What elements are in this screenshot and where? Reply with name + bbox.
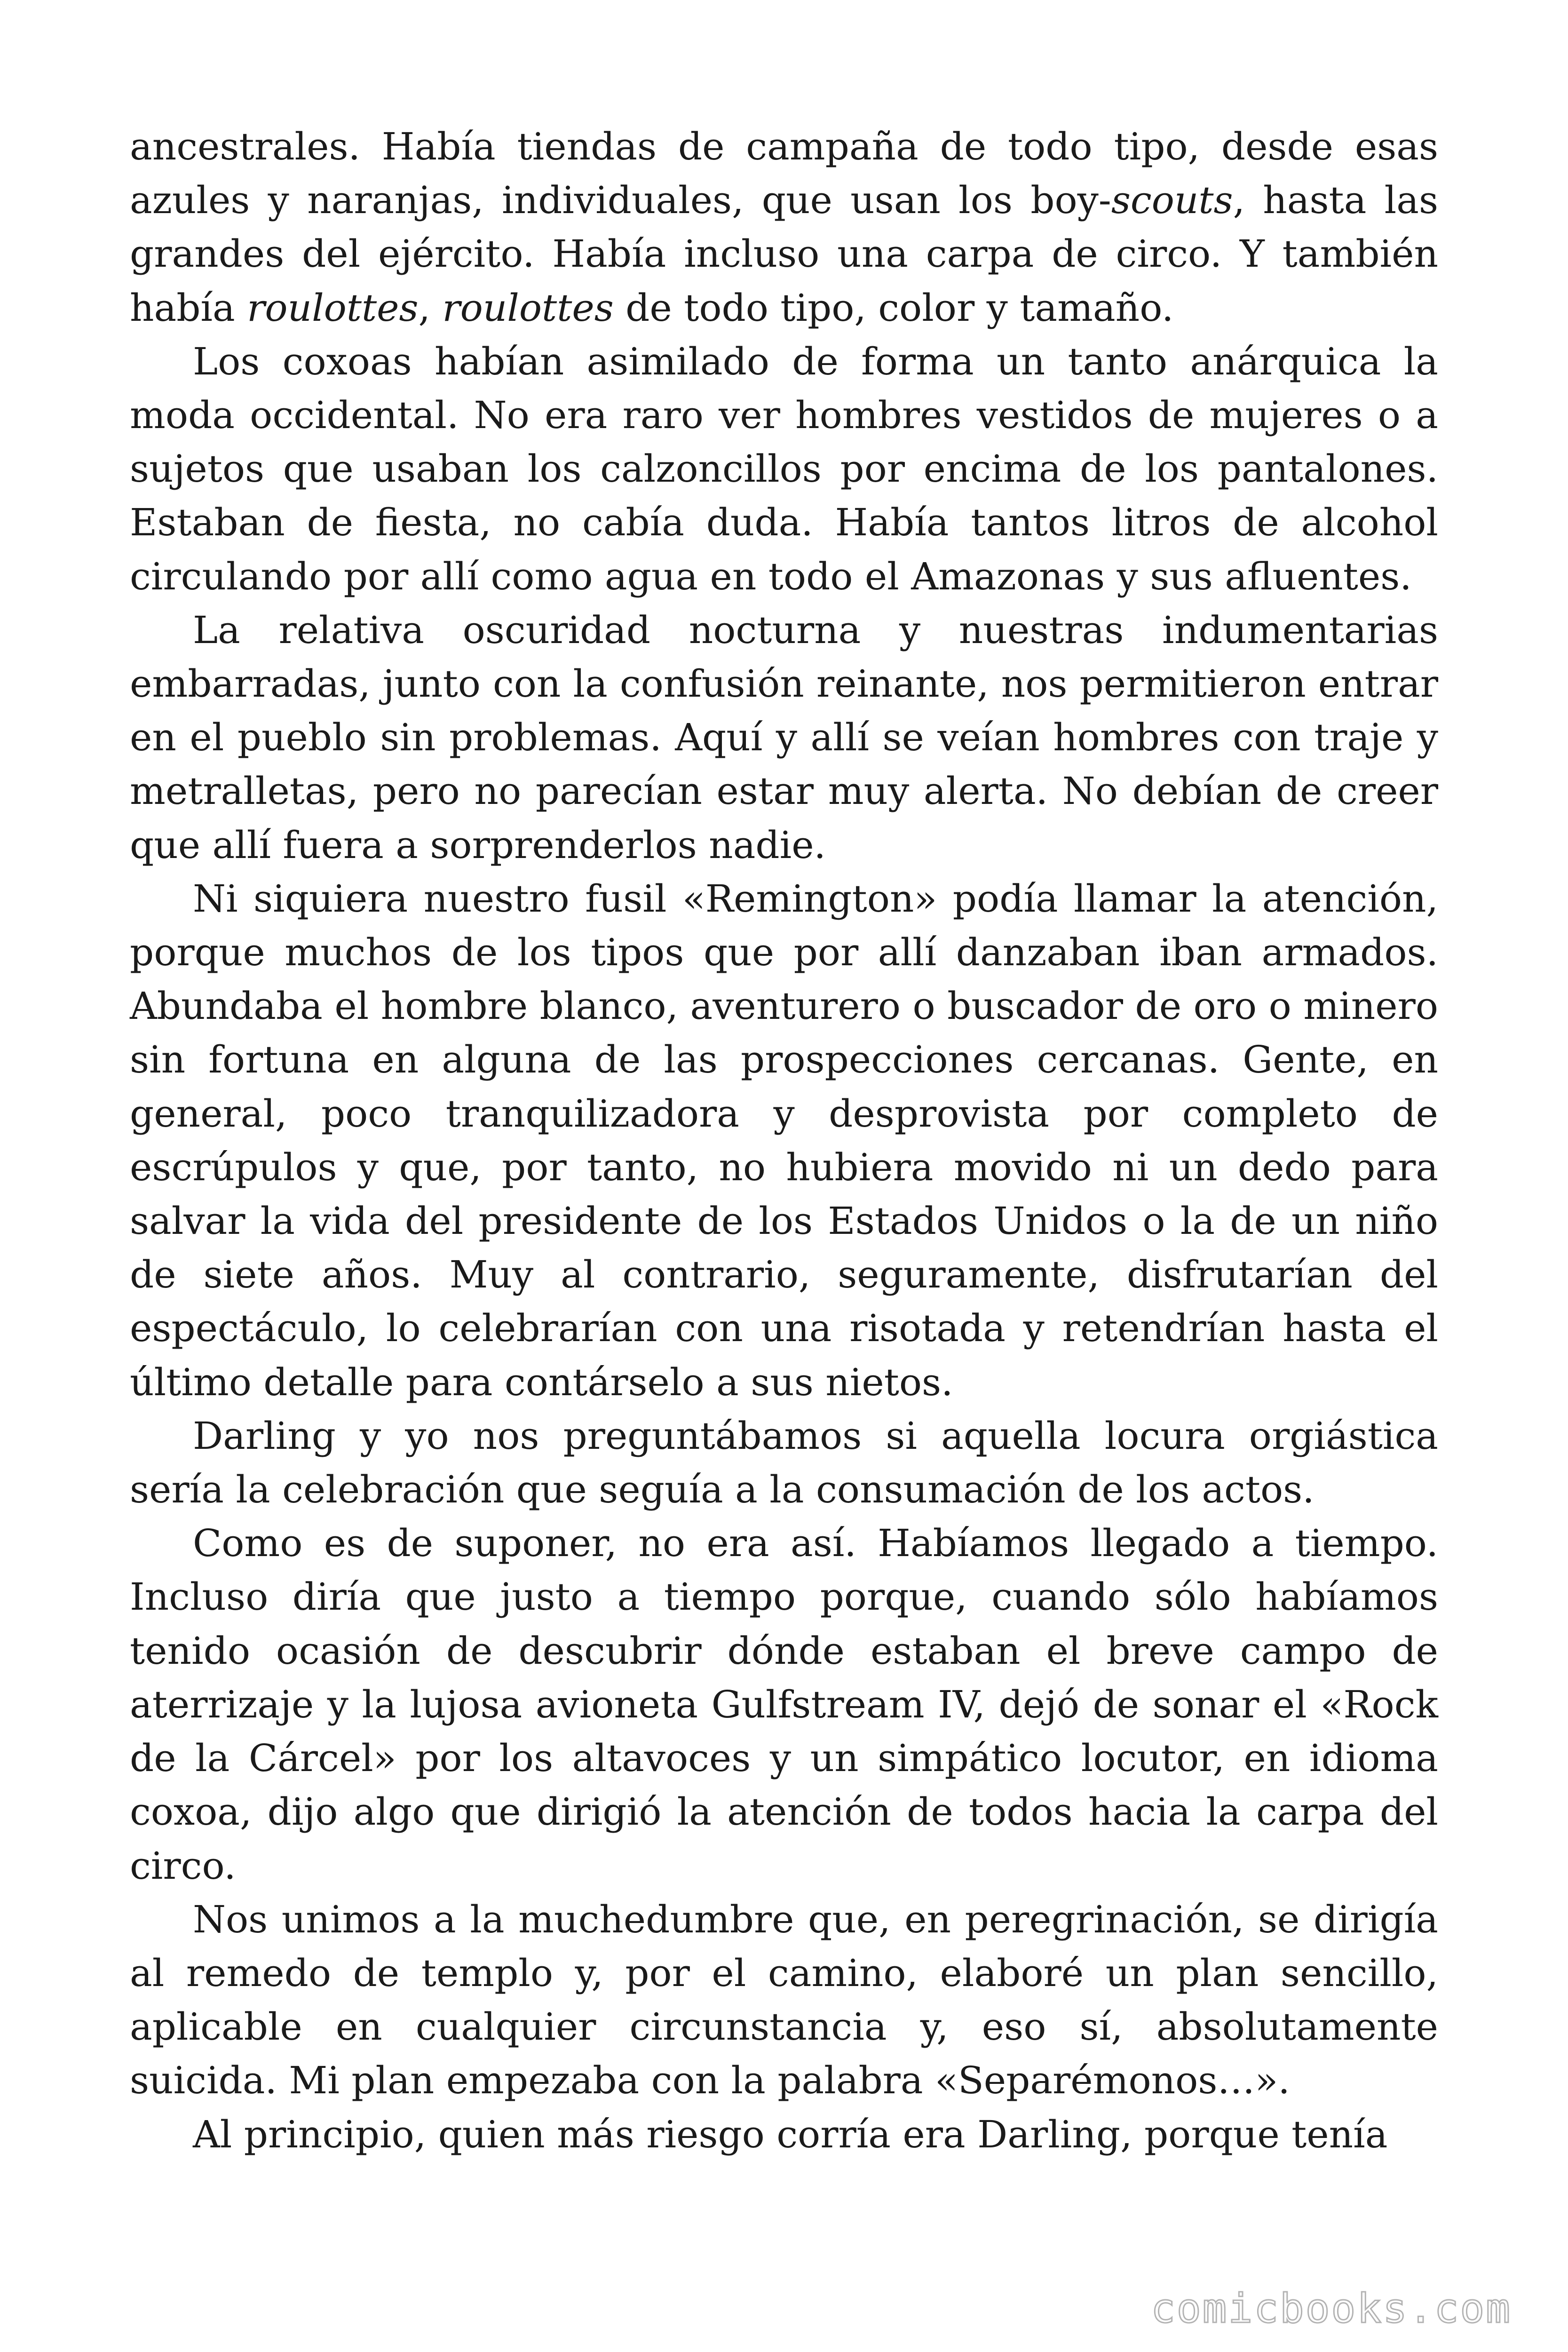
text-run: Los coxoas habían asimilado de forma un tanto anárquica la moda occidental. No era raro ver hombres vestidos de mujeres o a sujetos que usaban los calzoncillos por encima de los pantalones. Estaban de fiesta, no cabía duda. Había tantos litros de alcohol circulando por allí como agua en todo el Amazonas y sus afluentes. — [130, 339, 1438, 598]
text-run: Darling y yo nos preguntábamos si aquella locura orgiástica sería la celebración que seguía a la consumación de los actos. — [130, 1414, 1438, 1512]
paragraph — [130, 2108, 1438, 2161]
text-run: La relativa oscuridad nocturna y nuestras indumentarias embarradas, junto con la confusión reinante, nos permitieron entrar en el pueblo sin problemas. Aquí y allí se veían hombres con traje y metralletas, pero no parecían estar muy alerta. No debían de creer que allí fuera a sorprenderlos nadie. — [130, 608, 1438, 867]
italic-text: roulottes — [442, 286, 614, 330]
paragraph — [130, 120, 1438, 335]
paragraph — [130, 1893, 1438, 2108]
text-run: , — [418, 286, 443, 330]
italic-text: roulottes — [247, 286, 419, 330]
text-run: , hasta las grandes del ejército. Había incluso una carpa de circo. Y también había — [130, 178, 1438, 330]
text-run: Al principio, quien más riesgo corría era Darling, porque tenía — [193, 2112, 1388, 2156]
text-run: Como es de suponer, no era así. Habíamos llegado a tiempo. Incluso diría que justo a tiempo porque, cuando sólo habíamos tenido ocasión de descubrir dónde estaban el breve campo de aterrizaje y la lujosa avioneta Gulfstream IV, dejó de sonar el «Rock de la Cárcel» por los altavoces y un simpático locutor, en idioma coxoa, dijo algo que dirigió la atención de todos hacia la carpa del circo. — [130, 1521, 1438, 1888]
paragraph — [130, 604, 1438, 872]
text-run: Ni siquiera nuestro fusil «Remington» podía llamar la atención, porque muchos de los tipos que por allí danzaban iban armados. Abundaba el hombre blanco, aventurero o buscador de oro o minero sin fortuna en alguna de las prospecciones cercanas. Gente, en general, poco tranquilizadora y desprovista por completo de escrúpulos y que, por tanto, no hubiera movido ni un dedo para salvar la vida del presidente de los Estados Unidos o la de un niño de siete años. Muy al contrario, seguramente, disfrutarían del espectáculo, lo celebrarían con una risotada y retendrían hasta el último detalle para contárselo a sus nietos. — [130, 876, 1438, 1404]
body-text — [130, 120, 1438, 2161]
paragraph — [130, 1517, 1438, 1892]
paragraph — [130, 335, 1438, 604]
text-run: ancestrales. Había tiendas de campaña de todo tipo, desde esas azules y naranjas, individuales, que usan los boy- — [130, 125, 1438, 222]
text-run: de todo tipo, color y tamaño. — [613, 286, 1174, 330]
site-watermark: comicbooks.com — [1151, 2285, 1512, 2332]
paragraph — [130, 1409, 1438, 1517]
text-run: Nos unimos a la muchedumbre que, en peregrinación, se dirigía al remedo de templo y, por el camino, elaboré un plan sencillo, aplicable en cualquier circunstancia y, eso sí, absolutamente suicida. Mi plan empezaba con la palabra «Separémonos…». — [130, 1897, 1438, 2103]
paragraph — [130, 872, 1438, 1409]
italic-text: scouts — [1111, 178, 1233, 222]
